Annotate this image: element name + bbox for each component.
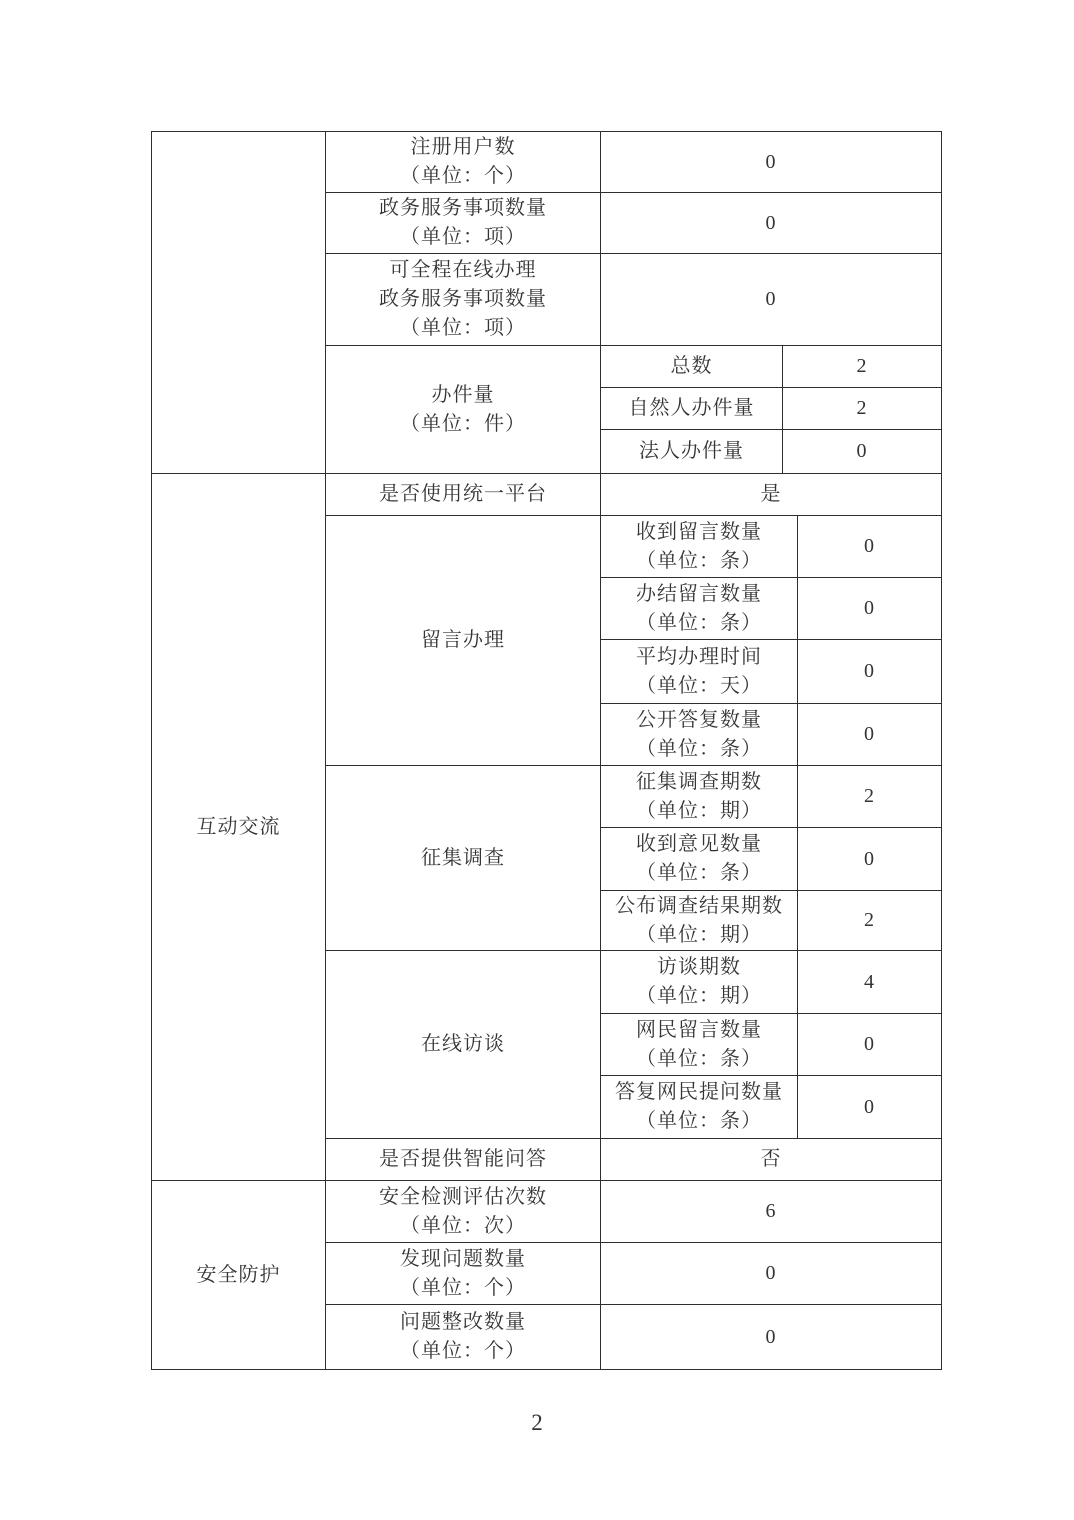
submetric-value: 4 xyxy=(798,951,942,1014)
statistics-table xyxy=(151,131,942,1370)
submetric-label: 网民留言数量 （单位：条） xyxy=(601,1014,798,1076)
section-category-cell xyxy=(152,132,326,474)
metric-value: 0 xyxy=(601,132,942,193)
submetric-value: 0 xyxy=(798,516,942,578)
submetric-value: 0 xyxy=(798,1014,942,1076)
table-row xyxy=(152,132,942,193)
metric-group-label: 在线访谈 xyxy=(326,951,601,1139)
submetric-label: 平均办理时间 （单位：天） xyxy=(601,640,798,704)
submetric-label: 法人办件量 xyxy=(601,430,783,474)
metric-label: 注册用户数 （单位：个） xyxy=(326,132,601,193)
submetric-value: 0 xyxy=(798,828,942,891)
metric-value: 6 xyxy=(601,1181,942,1243)
section-category-cell: 互动交流 xyxy=(152,474,326,1181)
metric-value: 是 xyxy=(601,474,942,516)
metric-group-label: 征集调查 xyxy=(326,766,601,951)
metric-value: 否 xyxy=(601,1139,942,1181)
metric-value: 0 xyxy=(601,1305,942,1370)
metric-label: 问题整改数量 （单位：个） xyxy=(326,1305,601,1370)
metric-group-label: 办件量 （单位：件） xyxy=(326,346,601,474)
submetric-label: 收到意见数量 （单位：条） xyxy=(601,828,798,891)
table-row xyxy=(152,474,942,516)
metric-label: 发现问题数量 （单位：个） xyxy=(326,1243,601,1305)
submetric-label: 总数 xyxy=(601,346,783,388)
submetric-label: 访谈期数 （单位：期） xyxy=(601,951,798,1014)
submetric-label: 自然人办件量 xyxy=(601,388,783,430)
submetric-label: 公开答复数量 （单位：条） xyxy=(601,704,798,766)
metric-label: 政务服务事项数量 （单位：项） xyxy=(326,193,601,254)
submetric-value: 2 xyxy=(798,891,942,951)
section-category-cell: 安全防护 xyxy=(152,1181,326,1370)
submetric-label: 征集调查期数 （单位：期） xyxy=(601,766,798,828)
page-number: 2 xyxy=(531,1410,543,1435)
submetric-value: 0 xyxy=(798,1076,942,1139)
submetric-value: 0 xyxy=(798,704,942,766)
metric-value: 0 xyxy=(601,193,942,254)
metric-label: 安全检测评估次数 （单位：次） xyxy=(326,1181,601,1243)
submetric-value: 0 xyxy=(798,640,942,704)
metric-label: 是否提供智能问答 xyxy=(326,1139,601,1181)
metric-value: 0 xyxy=(601,1243,942,1305)
metric-label: 是否使用统一平台 xyxy=(326,474,601,516)
submetric-value: 2 xyxy=(783,388,942,430)
submetric-label: 答复网民提问数量 （单位：条） xyxy=(601,1076,798,1139)
metric-group-label: 留言办理 xyxy=(326,516,601,766)
submetric-value: 0 xyxy=(783,430,942,474)
table-row xyxy=(152,1181,942,1243)
submetric-value: 2 xyxy=(798,766,942,828)
submetric-value: 0 xyxy=(798,578,942,640)
submetric-label: 公布调查结果期数 （单位：期） xyxy=(601,891,798,951)
submetric-value: 2 xyxy=(783,346,942,388)
metric-value: 0 xyxy=(601,254,942,346)
submetric-label: 办结留言数量 （单位：条） xyxy=(601,578,798,640)
submetric-label: 收到留言数量 （单位：条） xyxy=(601,516,798,578)
metric-label: 可全程在线办理 政务服务事项数量 （单位：项） xyxy=(326,254,601,346)
